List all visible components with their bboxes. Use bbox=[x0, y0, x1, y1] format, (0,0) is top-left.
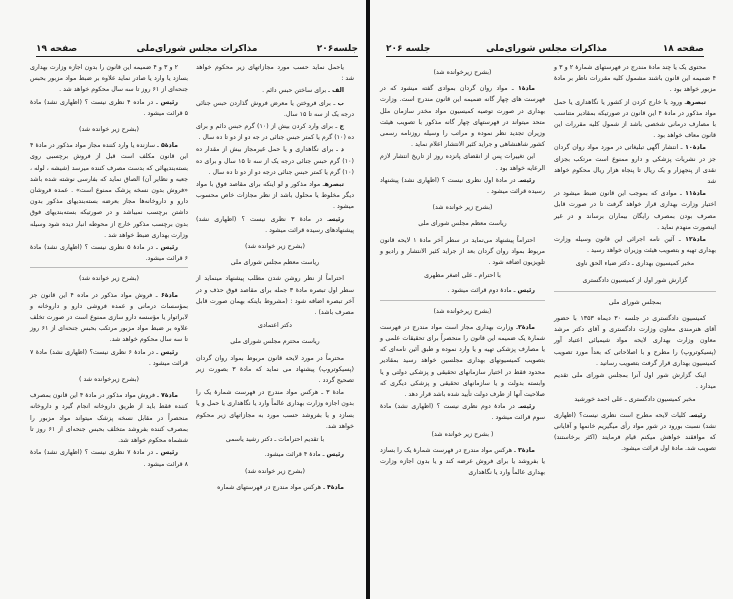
page-number: صفحه ۱۹ bbox=[36, 44, 78, 54]
paragraph-text: ـ در مادهٔ ۷ نظری نیست ؟ (اظهاری نشد) مادهٔ ۸ قرائت میشود . bbox=[30, 449, 188, 468]
paragraph-lead: الف bbox=[331, 87, 344, 95]
paragraph-lead: مادهٔ۴ bbox=[326, 483, 344, 491]
paragraph bbox=[380, 322, 545, 400]
centered-note: (بشرح زیر خوانده شد) bbox=[79, 126, 139, 134]
paragraph bbox=[30, 140, 188, 241]
right-page-column-right bbox=[554, 62, 716, 456]
paragraph bbox=[30, 97, 188, 119]
paragraph bbox=[30, 242, 188, 264]
paragraph-text: ـ فروش مواد مذکور در مادهٔ ۴ این قانون بمصرف کننده فقط باید از طریق داروخانه انجام گیرد و داروخانه منحصراً در مقابل نسخه پزشک میتواند مواد مزبور را بمصرف کننده بفروشد متخلف بحبس جنحه‌ای از ۶۱ روز تا ششماه محکوم خواهد شد. bbox=[30, 392, 188, 445]
centered-note: (بشرح زیر خوانده شد) bbox=[245, 467, 305, 475]
paragraph-lead: رئیس bbox=[160, 244, 178, 252]
paragraph-text: ـ انتشار آگهی تبلیغاتی در مورد مواد روان گردان جز در نشریات پزشکی و دارو ممنوع است مرتکب بجزای نقدی از پنجهزار و یک ریال تا پنجاه هزار ریال محکوم خواهد شد bbox=[554, 144, 716, 186]
centered-note: (بشرح زیرخوانده شد) bbox=[433, 69, 492, 76]
paragraph-lead: مادهٔ۱۱ bbox=[685, 190, 706, 198]
paragraph-lead: مادهٔ۱۰ bbox=[685, 144, 706, 152]
paragraph-lead: مادهٔ۷ bbox=[160, 392, 178, 400]
centered-note: ریاست معظم مجلس شورای ملی bbox=[230, 259, 320, 267]
left-page-column-right bbox=[196, 62, 354, 494]
paragraph-text: ـ برای ساختن حبس دائم . bbox=[262, 87, 332, 95]
paragraph bbox=[380, 401, 545, 423]
section-divider bbox=[380, 300, 545, 301]
paragraph: یاحمل نماید حسب مورد مجازاتهای زیر محکوم خواهد شد : bbox=[196, 64, 354, 83]
paragraph-text: ـ برای وارد کردن بیش از (۱۰) گرم حبس دائم و برای ده (۱۰) گرم یا کمتر حبس جنائی در جه دو از دو تا ده سال . bbox=[196, 123, 354, 142]
paragraph-text: ـ وزارت بهداری مجاز است مواد مندرج در فهرست شمارهٔ یک ضمیمه این قانون را منحصراً برای تحقیقات علمی و یا مصارف پزشکی تهیه و یا وارد نموده و طبق آئین نامه‌ای که بتصویب کمیسیونهای بهداری مجلسین خواهد رسید بمقادیر محدود فقط در اختیار سازمانهای تحقیقی و پزشکی دولتی و یا وابسته بدولت و یا سازمانهای تحقیقی و پزشکی دیگری که صلاحیت آنها از طرف دولت تأیید شده باشد قرار دهد . bbox=[380, 323, 545, 399]
centered-note: ریاست محترم مجلس شورای ملی bbox=[230, 338, 320, 346]
paragraph: محترماً در مورد لایحه قانون مربوط بمواد روان گردان (پسیکوتروپ) پیشنهاد می نماید که مادهٔ ۳ بصورت زیر تصحیح گردد . bbox=[196, 354, 354, 385]
paragraph bbox=[196, 121, 354, 143]
paragraph-text: ـ برای نگاهداری و یا حمل غیرمجاز بیش از مقدار ده (۱۰) گرم حبس جنائی درجه یک از سه تا ۱۵ سال و برای ده (۱۰) گرم یا کمتر حبس جنائی درجه دو از دو تا ده سال . bbox=[196, 146, 354, 176]
paragraph-text: ـ در مادهٔ ۶ نظری نیست؟ (اظهاری نشد) مادهٔ ۷ قرائت میشود . bbox=[30, 348, 188, 367]
paragraph-text: ـ آئین نامه اجرائی این قانون وسیله وزارت بهداری تهیه و بتصویب هیئت وزیران خواهد رسید . bbox=[554, 236, 716, 255]
paragraph bbox=[196, 98, 354, 120]
paragraph-lead: مادهٔ۱۲ bbox=[685, 236, 706, 244]
right-page-header bbox=[386, 40, 704, 57]
signature-line: دکتر اعتمادی bbox=[258, 322, 292, 330]
paragraph-text: ـ در مادهٔ اول نظری نیست ؟ (اظهاری نشد) پیشنهاد رسیده قرائت میشود . bbox=[380, 176, 545, 196]
centered-note: (بشرح زیر خوانده شد) bbox=[245, 243, 305, 251]
paragraph-text: ـ فروش مواد مذکور در ماده ۴ این قانون جز بمؤسسات درمانی و عمده فروشی دارو و داروخانه و لابراتوار یا مؤسسه دارو سازی ممنوع است در صورت تخلف علاوه بر ضبط مواد مزبور مرتکب بحبس جنحه‌ای از ۶۱ روز تا سه سال محکوم خواهد شد. bbox=[30, 291, 188, 344]
paragraph-lead: رئیس bbox=[160, 348, 178, 356]
centered-note: (بشرح زیر خوانده شد) bbox=[79, 275, 139, 283]
paragraph: احتراماً پیشنهاد می‌نماید در سطر آخر مادهٔ ۱ لایحه قانون مربوط بمواد روان گردان بعد از جراید کثیر الانتشار و رادیو و تلویزیون اضافه شود . bbox=[380, 236, 545, 267]
paragraph bbox=[554, 97, 716, 142]
paragraph bbox=[380, 83, 545, 150]
paragraph-lead: مادهٔ۱ bbox=[517, 85, 535, 93]
paragraph bbox=[380, 175, 545, 197]
paragraph-lead: رئیس bbox=[517, 287, 535, 295]
left-page-header bbox=[36, 40, 358, 57]
publication-title: مذاکرات مجلس شورای‌ملی bbox=[486, 44, 608, 54]
paragraph-lead: مادهٔ۶ bbox=[160, 291, 178, 299]
paragraph bbox=[30, 347, 188, 369]
centered-note: (بشرح زیرخوانده شد) bbox=[433, 307, 492, 315]
left-page-column-left bbox=[30, 62, 188, 471]
paragraph-lead: مادهٔ۵ bbox=[160, 142, 178, 150]
right-page bbox=[370, 0, 733, 599]
paragraph-lead: رئیس bbox=[326, 451, 344, 459]
paragraph-lead: مادهٔ۲ bbox=[517, 323, 535, 331]
paragraph-text: ـ ورود یا خارج کردن از کشور یا نگاهداری یا حمل مواد مذکور در مادهٔ ۴ این قانون در صورتیکه بمقادیر متناسب با مصارف درمانی شخصی باشد از شمول کلیه مقررات این قانون معاف خواهد بود . bbox=[554, 98, 716, 140]
centered-note: گزارش شور اول از کمیسیون دادگستری bbox=[582, 276, 688, 284]
paragraph bbox=[196, 85, 354, 96]
paragraph: ۲ و ۳ و ۴ ضمیمه این قانون را بدون اجازه وزارت بهداری بسازد یا وارد یا صادر نماید علاوه بر ضبط مواد مزبور بحبس جنحه‌ای از ۶۱ روز تا سه سال محکوم خواهد شد . bbox=[30, 64, 188, 94]
session-number: جلسه ۲۰۶ bbox=[386, 44, 431, 54]
paragraph-text: ـ در مادهٔ دوم نظری نیست ؟ (اظهاری نشد) مادهٔ سوم قرائت میشود . bbox=[380, 403, 545, 422]
paragraph-text: ـ موادی که بموجب این قانون ضبط میشود در اختیار وزارت بهداری قرار خواهد گرفت تا در صورت قابل مصرف بودن بمصرف رایگان بیماران برساند و در غیر اینصورت منهدم نماید . bbox=[554, 190, 716, 231]
paragraph bbox=[380, 285, 545, 296]
paragraph-text: ـ برای فروختن یا معرض فروش گذاردن حبس جنائی درجه یک از سه تا ۱۵ سال. bbox=[196, 99, 354, 118]
signature-line: با تقدیم احترامات ـ دکتر رشید یاسمی bbox=[225, 436, 325, 444]
signature-line: با احترام ـ علی اصغر مطهری bbox=[424, 272, 501, 280]
paragraph bbox=[196, 144, 354, 178]
centered-note: (بشرح زیر خوانده شد) bbox=[432, 204, 493, 212]
paragraph: مادهٔ ۳ ـ هرکس مواد مندرج در فهرست شمارهٔ یک را بدون اجازه وزارت بهداری عالماً وارد یا نگاهداری یا حمل و یا بسازد و یا بفروشد حسب مورد به مجازاتهای زیر محکوم خواهد شد. bbox=[196, 389, 354, 430]
paragraph bbox=[30, 390, 188, 446]
right-page-column-left bbox=[380, 62, 545, 480]
centered-note: ریاست معظم مجلس شورای ملی bbox=[418, 220, 507, 228]
paragraph-text: ـ در ماده ۴ نظری نیست ؟ (اظهاری نشد) مادهٔ ۵ قرائت میشود . bbox=[30, 98, 188, 117]
paragraph: اینک گزارش شور اول آنرا بمجلس شورای ملی تقدیم میدارد . bbox=[554, 372, 716, 391]
paragraph-lead: رئیس bbox=[520, 176, 535, 184]
signature-line: مخبر کمیسیون دادگستری ـ علی احمد خورشید bbox=[574, 396, 696, 404]
paragraph-text: ـ در مادهٔ ۳ نظری نیست ؟ (اظهاری نشد) پیشنهادهای رسیده قرائت میشود . bbox=[196, 215, 354, 234]
publication-title: مذاکرات مجلس شورای‌ملی bbox=[136, 44, 258, 54]
paragraph-lead: تبصره bbox=[324, 181, 344, 189]
paragraph bbox=[196, 214, 354, 236]
paragraph bbox=[554, 188, 716, 233]
paragraph-text: ـ مادهٔ ۴ قرائت میشود. bbox=[264, 451, 327, 459]
paragraph-lead: ب bbox=[337, 99, 344, 107]
paragraph-text: ـ هرکس مواد مندرج در فهرست شمارهٔ یک را بسازد یا بفروشد یا برای فروش عرضه کند و یا بدون اجازه وزارت بهداری عالماً وارد یا نگاهداری bbox=[380, 446, 545, 477]
signature-line: مخبر کمیسیون بهداری ـ دکتر ضیاء الحق ناوی bbox=[575, 260, 695, 268]
centered-note: ( بشرح زیر خوانده شد) bbox=[431, 430, 494, 438]
paragraph-lead: مادهٔ۳ bbox=[517, 446, 535, 454]
paragraph-lead: رئیس bbox=[520, 403, 535, 411]
paragraph-text: ـ کلیات لایحه مطرح است نظری نیست؟ (اظهاری نشد) نسبت بورود در شور مواد رأی میگیریم خانمها و آقایانی که موافقند خواهش میکنم قیام فرمایند (اکثر برخاستند) تصویب شد. مادهٔ اول قرائت میشود. bbox=[554, 411, 716, 453]
paragraph bbox=[30, 447, 188, 469]
paragraph bbox=[554, 410, 716, 455]
paragraph bbox=[380, 445, 545, 479]
paragraph-lead: تبصره bbox=[686, 98, 706, 106]
section-divider bbox=[554, 291, 716, 292]
centered-note: بمجلس شورای ملی bbox=[608, 298, 662, 306]
paragraph-lead: ج bbox=[339, 123, 344, 131]
paragraph-text: ـ سازنده یا وارد کننده مجاز مواد مذکور در مادهٔ ۴ این قانون مکلف است قبل از فروش برچسبی روی بسته‌بندیهائی که بدست مصرف کننده میرسد (شیشه ، لوله ، جعبه و نظایر آن) الصاق نماید که بفارسی نوشته شده باشد «فروش بدون نسخه پزشک ممنوع است» . عمده فروشان دارو و داروخانه‌ها مجاز بعرضه بسته‌بندیهای مذکور بدون داشتن برچسب نمیباشد و در صورتیکه بسته‌بندیهای فوق بدون برچسب مذکور خارج از محوطه انبار دیده شود وسیله وزارت بهداری ضبط خواهد شد . bbox=[30, 142, 188, 239]
paragraph-lead: رئیس bbox=[160, 98, 178, 106]
paragraph-text: ـ در مادهٔ ۵ نظری نیست ؟ (اظهاری نشد) مادهٔ ۶ قرائت میشود. bbox=[30, 244, 188, 263]
paragraph-lead: د bbox=[340, 146, 344, 154]
paragraph-lead: رئیس bbox=[329, 215, 345, 223]
paragraph-text: ـ مواد مذکور و لو اینکه برای مقاصد فوق با مواد دیگر مخلوط یا محلول باشد از نظر مجازات خاص محسوب میشود . bbox=[196, 181, 354, 211]
paragraph-text: ـ هرکس مواد مندرج در فهرستهای شماره bbox=[217, 483, 327, 491]
session-number: جلسه۲۰۶ bbox=[316, 44, 358, 54]
paragraph-lead: رئیس bbox=[691, 411, 706, 419]
section-divider bbox=[30, 267, 188, 268]
paragraph: محتوی یک یا چند مادهٔ مندرج در فهرستهای شمارهٔ ۲ و ۳ و ۴ ضمیمه این قانون باشند مشمول کلیه مقررات ناظر بر مادهٔ مزبور خواهد بود . bbox=[554, 64, 716, 94]
paragraph bbox=[554, 142, 716, 187]
paragraph: احتراماً از نظر روشن شدن مطلب پیشنهاد مینماید از سطر اول تبصره مادهٔ ۳ جمله برای مقاصد فوق حذف و در آخر تبصره اضافه شود : (مشروط باینکه بهمان صورت قابل مصرف باشد) . bbox=[196, 275, 354, 317]
paragraph: کمیسیون دادگستری در جلسه ۳۰ دیماه ۱۳۵۳ با حضور آقای هنرمندی معاون وزارت دادگستری و آقای دکتر مرشد معاون وزارت بهداری لایحه مواد شیمیائی اعتیاد آور (پسیکوتروپ) را مطرح و با اصلاحاتی که بعداً مورد تصویب کمیسیون بهداری قرار گرفت بتصویب رسانید . bbox=[554, 315, 716, 367]
centered-note: (بشرح زیرخوانده شد ) bbox=[79, 376, 139, 384]
paragraph bbox=[554, 234, 716, 256]
paragraph-text: ـ مواد روان گردان بموادی گفته میشود که در فهرست های چهار گانه ضمیمه این قانون مندرج است. وزارت بهداری در صورت توصیه کمیسیون مواد مخدر سازمان ملل متحد میتواند در فهرستهای چهار گانه مذکور با تصویب هیئت وزیران تجدید نظر نموده و مراتب را وسیله روزنامه رسمی کشور شاهنشاهی و جراید کثیر الانتشار اعلام نماید . bbox=[380, 85, 545, 149]
paragraph bbox=[196, 179, 354, 213]
paragraph bbox=[196, 482, 354, 493]
paragraph-text: ـ مادهٔ دوم قرائت میشود . bbox=[447, 287, 518, 295]
paragraph: این تغییرات پس از انقضای پانزده روز از تاریخ انتشار لازم الرعایه خواهد بود . bbox=[380, 153, 545, 172]
page-number: صفحه ۱۸ bbox=[662, 44, 704, 54]
paragraph-lead: رئیس bbox=[160, 449, 178, 457]
paragraph bbox=[196, 449, 354, 460]
paragraph bbox=[30, 290, 188, 346]
